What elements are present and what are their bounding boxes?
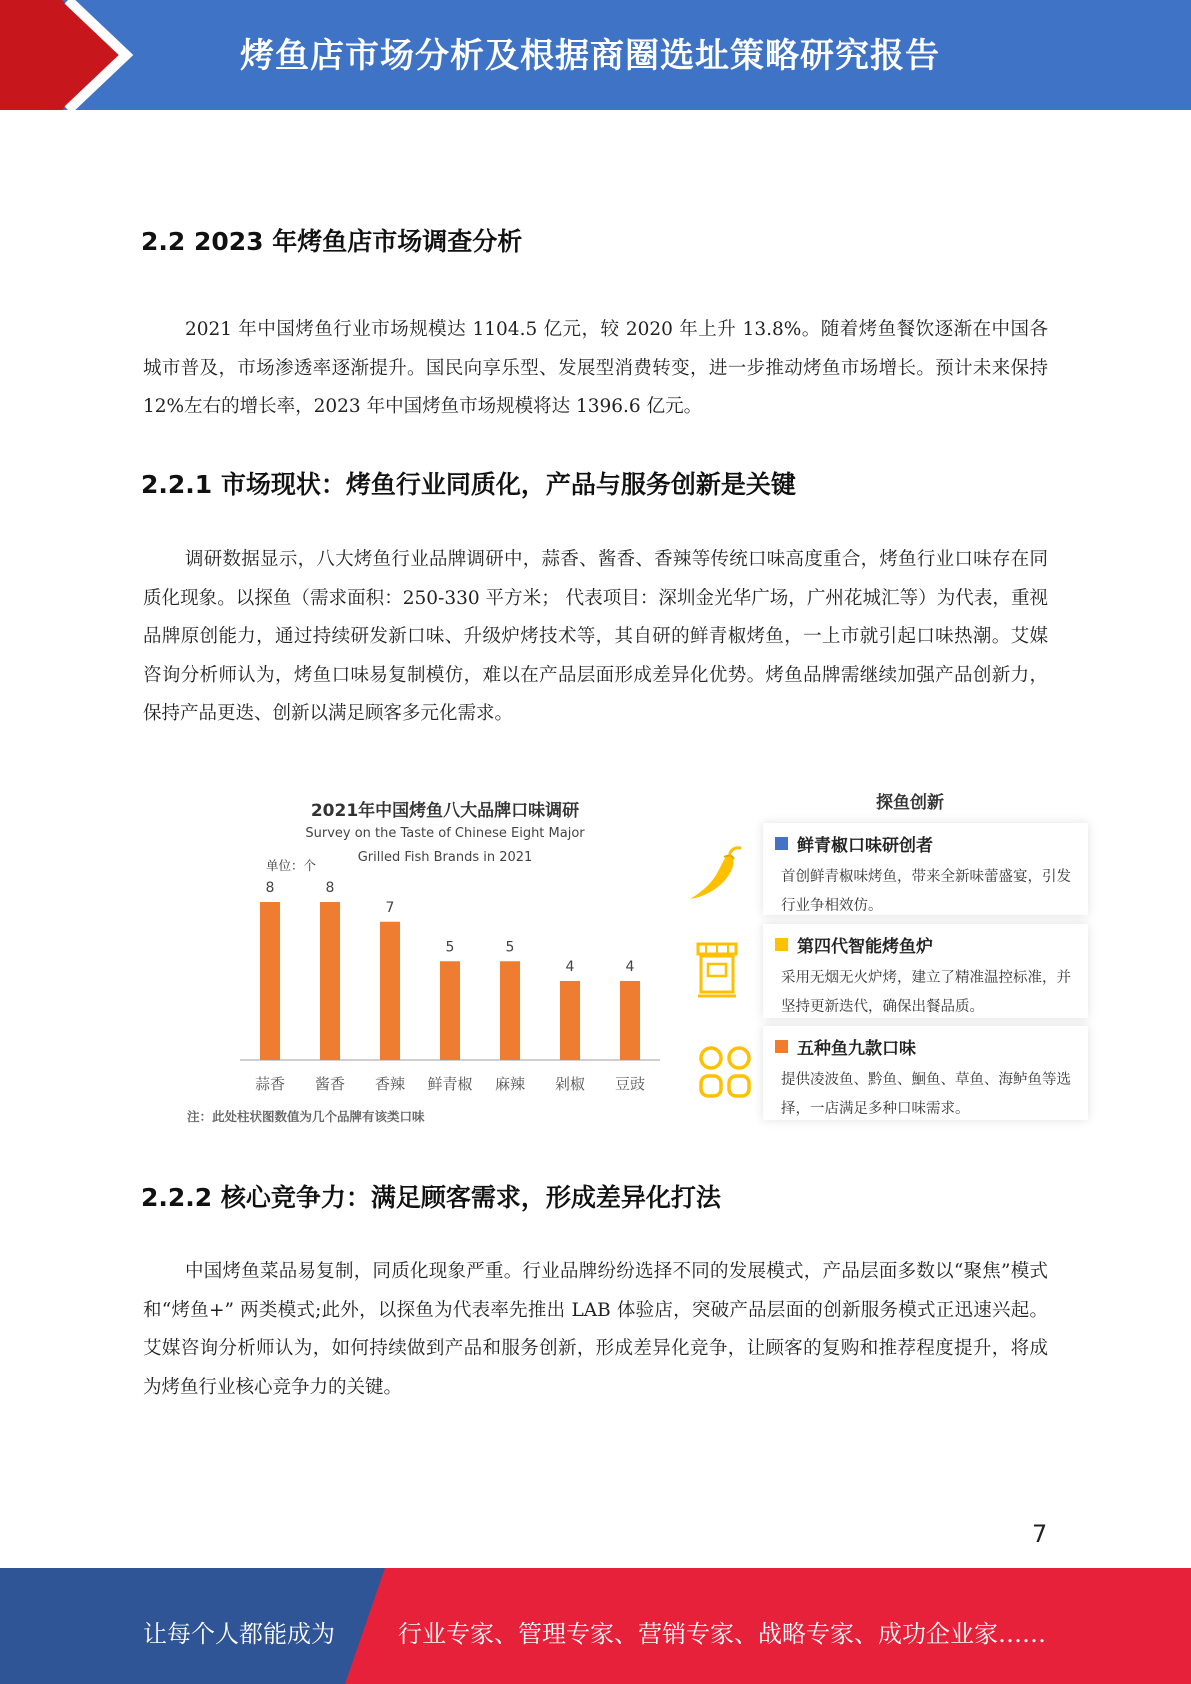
chart-bar (560, 981, 580, 1060)
chart-tick-label: 鲜青椒 (427, 1075, 473, 1093)
card-marker-square (775, 938, 788, 951)
chart-tick-label: 豆豉 (614, 1075, 646, 1093)
footer-slogan-left: 让每个人都能成为 (143, 1620, 335, 1648)
page-number: 7 (1032, 1520, 1048, 1548)
chart-bar (440, 961, 460, 1060)
section-heading-2-2: 2.2 2023 年烤鱼店市场调查分析 (141, 227, 523, 256)
chart-data-label: 4 (565, 959, 575, 975)
chart-tick-label: 剁椒 (554, 1075, 586, 1093)
chart-bar (320, 902, 340, 1060)
chart-unit-label: 单位：个 (266, 858, 317, 873)
card-body: 提供凌波鱼、黔鱼、鮰鱼、草鱼、海鲈鱼等选择，一店满足多种口味需求。 (781, 1072, 1071, 1117)
chart-bar (500, 961, 520, 1060)
chart-title: 2021年中国烤鱼八大品牌口味调研 (310, 801, 580, 821)
chart-data-label: 5 (445, 939, 455, 956)
header-red-chevron (0, 0, 150, 110)
grid-icon (697, 1044, 753, 1100)
card-heading: 五种鱼九款口味 (797, 1039, 916, 1059)
chart-tick-label: 酱香 (314, 1075, 346, 1093)
card-body: 采用无烟无火炉烤，建立了精准温控标准，并坚持更新迭代，确保出餐品质。 (781, 970, 1071, 1015)
chart-data-label: 5 (505, 939, 515, 956)
chart-subtitle-line2: Grilled Fish Brands in 2021 (357, 850, 533, 865)
chart-bar (260, 902, 280, 1060)
innovation-card-2 (763, 924, 1088, 1018)
chart-subtitle-line1: Survey on the Taste of Chinese Eight Major (305, 826, 585, 841)
footer-slogan-right: 行业专家、管理专家、营销专家、战略专家、成功企业家…… (398, 1620, 1046, 1648)
chart-data-label: 7 (385, 899, 395, 916)
card-body: 首创鲜青椒味烤鱼，带来全新味蕾盛宴，引发行业争相效仿。 (781, 869, 1071, 914)
page-footer (0, 1568, 1191, 1684)
innovation-card-1 (763, 823, 1088, 915)
innovation-card-3 (763, 1026, 1088, 1120)
chart-bar (620, 981, 640, 1060)
card-marker-square (775, 837, 788, 850)
header-title: 烤鱼店市场分析及根据商圈选址策略研究报告 (240, 36, 940, 76)
bar-chart (230, 870, 670, 1100)
card-heading: 第四代智能烤鱼炉 (797, 937, 933, 957)
chart-tick-label: 麻辣 (494, 1075, 526, 1093)
card-marker-square (775, 1040, 788, 1053)
section-paragraph-2-2-1: 调研数据显示，八大烤鱼行业品牌调研中，蒜香、酱香、香辣等传统口味高度重合，烤鱼行业口味存在同质化现象。以探鱼（需求面积：250-330 平方米； 代表项目：深圳金光华广场，广州花城汇等）为代表，重视品牌原创能力，通过持续研发新口味、升级炉烤技术等，其自研的鲜青椒烤鱼，一上市就引起口味热潮。艾媒咨询分析师认为，烤鱼口味易复制模仿，难以在产品层面形成差异化优势。烤鱼品牌需继续加强产品创新力，保持产品更迭、创新以满足顾客多元化需求。 (143, 549, 1048, 724)
chart-data-label: 4 (625, 959, 635, 975)
chili-pepper-icon (686, 843, 746, 903)
section-paragraph-2-2-2: 中国烤鱼菜品易复制，同质化现象严重。行业品牌纷纷选择不同的发展模式，产品层面多数以“聚焦”模式 和“烤鱼+” 两类模式;此外，以探鱼为代表率先推出 LAB 体验店，突破产品层面的创新服务模式正迅速兴起。艾媒咨询分析师认为，如何持续做到产品和服务创新，形成差异化竞争，让顾客的复购和推荐程度提升，将成为烤鱼行业核心竞争力的关键。 (143, 1261, 1048, 1398)
card-heading: 鲜青椒口味研创者 (797, 836, 933, 856)
page-header (0, 0, 1191, 110)
oven-icon (694, 940, 740, 1000)
chart-bar (380, 922, 400, 1060)
chart-tick-label: 香辣 (374, 1075, 406, 1093)
chart-tick-label: 蒜香 (254, 1075, 286, 1093)
chart-note: 注：此处柱状图数值为几个品牌有该类口味 (187, 1109, 425, 1124)
section-heading-2-2-2: 2.2.2 核心竞争力：满足顾客需求，形成差异化打法 (141, 1183, 721, 1212)
section-paragraph-2-2: 2021 年中国烤鱼行业市场规模达 1104.5 亿元，较 2020 年上升 13.8%。随着烤鱼餐饮逐渐在中国各城市普及，市场渗透率逐渐提升。国民向享乐型、发展型消费转变，进一步推动烤鱼市场增长。预计未来保持 12%左右的增长率，2023 年中国烤鱼市场规模将达 1396.6 亿元。 (143, 319, 1048, 417)
section-heading-2-2-1: 2.2.1 市场现状：烤鱼行业同质化，产品与服务创新是关键 (141, 470, 796, 499)
innovation-panel-title: 探鱼创新 (876, 793, 944, 813)
chart-data-label: 8 (265, 880, 275, 896)
chart-data-label: 8 (325, 880, 335, 896)
